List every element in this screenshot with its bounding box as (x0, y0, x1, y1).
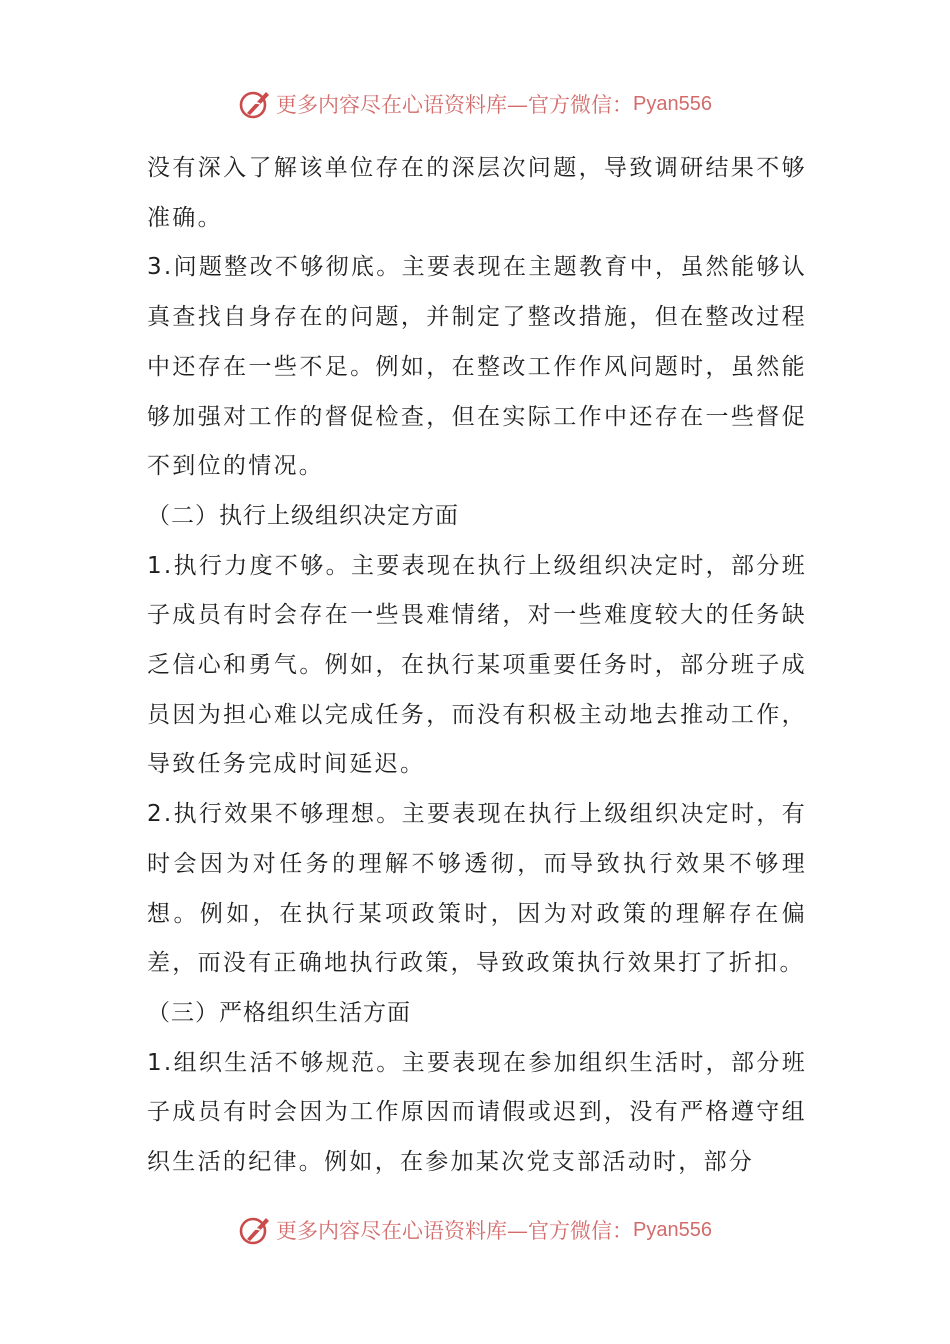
paragraph: 1.执行力度不够。主要表现在执行上级组织决定时，部分班子成员有时会存在一些畏难情绪，对一些难度较大的任务缺乏信心和勇气。例如，在执行某项重要任务时，部分班子成员因为担心难以完成任务，而没有积极主动地去推动工作，导致任务完成时间延迟。 (147, 552, 807, 778)
footer-watermark (0, 1212, 950, 1248)
body-text (147, 144, 807, 1188)
quill-seal-icon (238, 87, 272, 121)
paragraph: 1.组织生活不够规范。主要表现在参加组织生活时，部分班子成员有时会因为工作原因而请假或迟到，没有严格遵守组织生活的纪律。例如，在参加某次党支部活动时，部分 (147, 1049, 807, 1176)
paragraph: 2.执行效果不够理想。主要表现在执行上级组织决定时，有时会因为对任务的理解不够透彻，而导致执行效果不够理想。例如，在执行某项政策时，因为对政策的理解存在偏差，而没有正确地执行政策，导致政策执行效果打了折扣。 (147, 801, 807, 977)
section-heading: （三）严格组织生活方面 (147, 999, 411, 1026)
section-heading: （二）执行上级组织决定方面 (147, 502, 459, 529)
watermark-wechat-id: Pyan556 (633, 1218, 712, 1241)
watermark-wechat-id: Pyan556 (633, 92, 712, 115)
paragraph: 没有深入了解该单位存在的深层次问题，导致调研结果不够准确。 (147, 155, 807, 231)
header-watermark (0, 86, 950, 122)
watermark-text: 更多内容尽在心语资料库—官方微信： (276, 1219, 634, 1243)
watermark-text: 更多内容尽在心语资料库—官方微信： (276, 93, 634, 117)
paragraph: 3.问题整改不够彻底。主要表现在主题教育中，虽然能够认真查找自身存在的问题，并制定了整改措施，但在整改过程中还存在一些不足。例如，在整改工作作风问题时，虽然能够加强对工作的督促检查，但在实际工作中还存在一些督促不到位的情况。 (147, 254, 807, 480)
quill-seal-icon (238, 1213, 272, 1247)
